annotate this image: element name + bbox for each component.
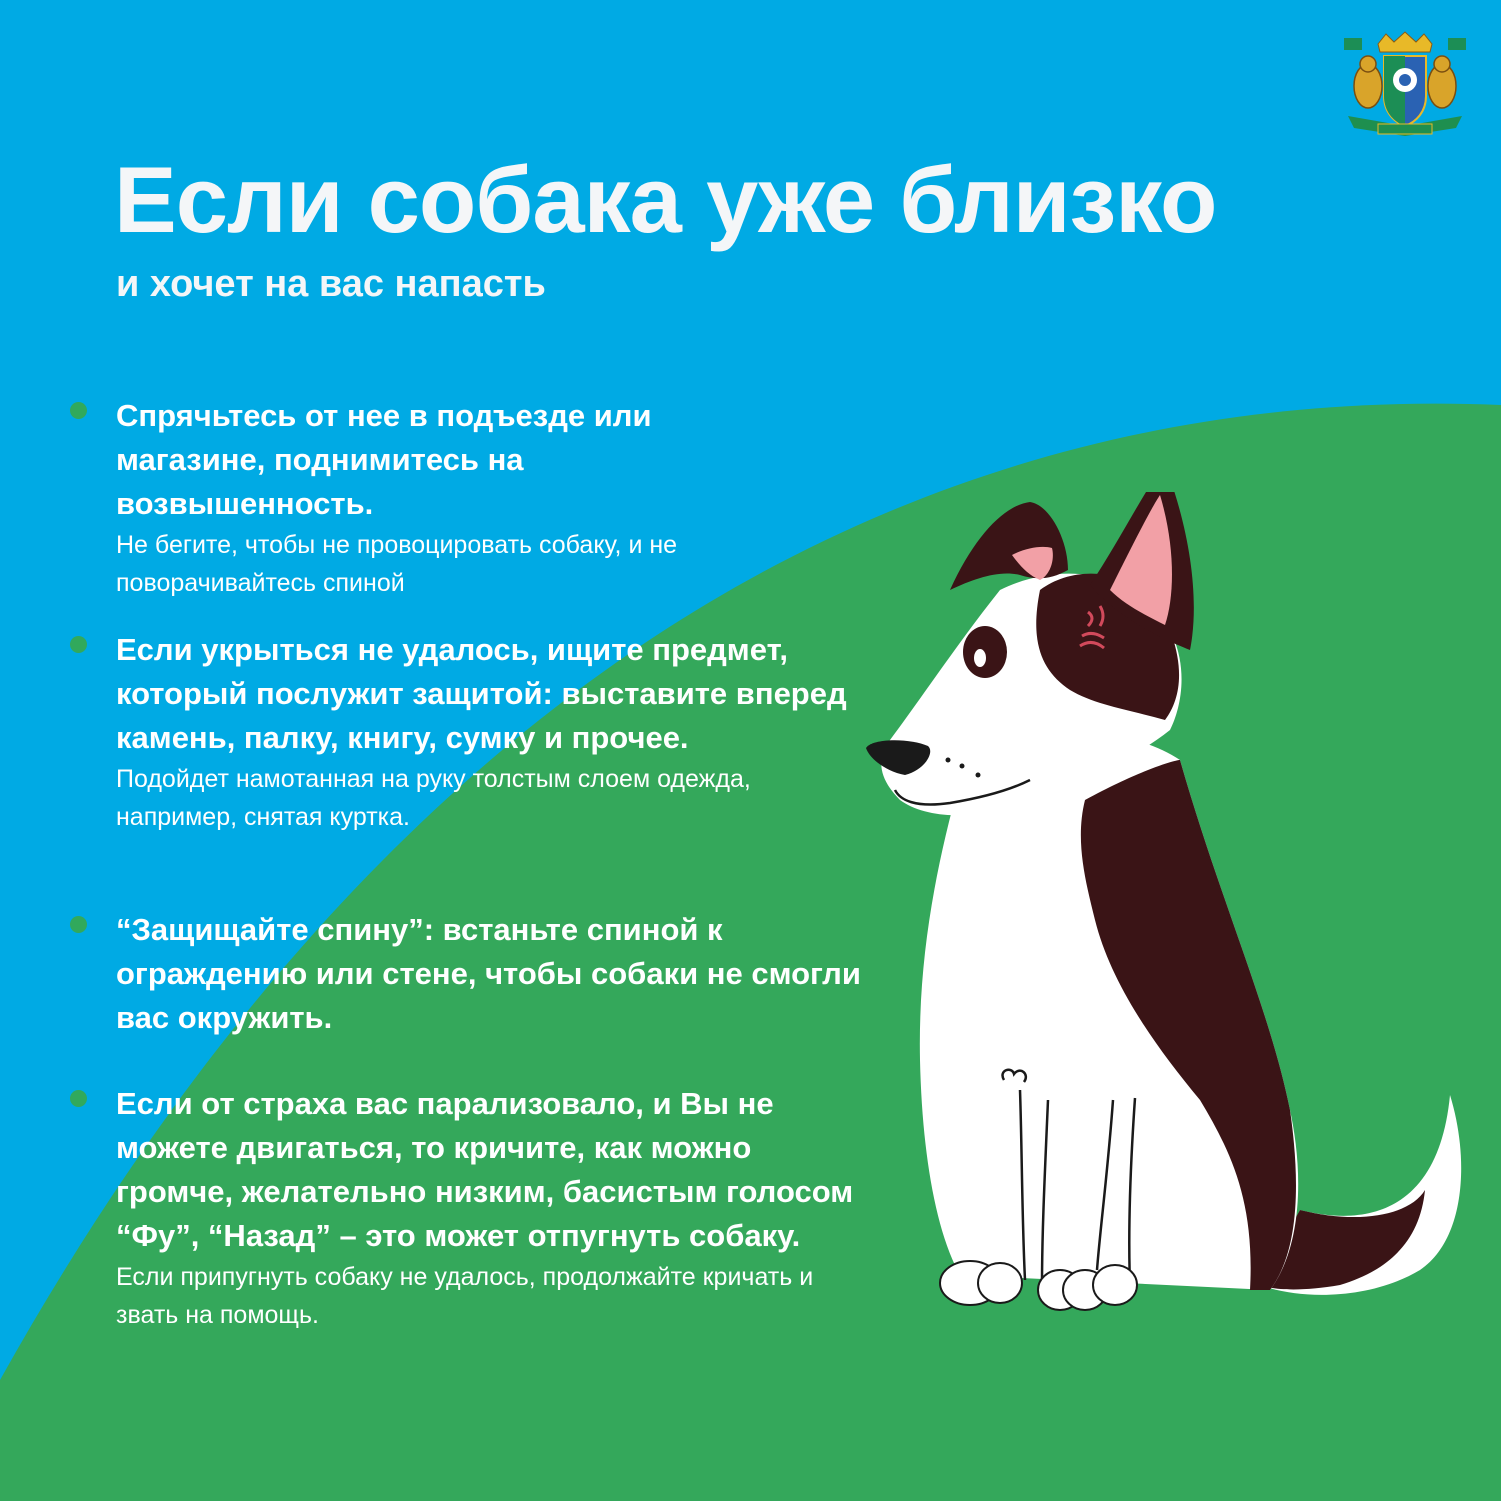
tip-main-text: Если от страха вас парализовало, и Вы не можете двигаться, то кричите, как можно громче, желательно низким, басистым голосом “Фу”, “Назад” – это может отпугнуть собаку. [116,1086,854,1253]
page-subtitle: и хочет на вас напасть [116,263,546,305]
tip-main-text: Если укрыться не удалось, ищите предмет, который послужит защитой: выставите вперед камень, палку, книгу, сумку и прочее. [116,632,847,755]
page-title: Если собака уже близко [114,147,1217,252]
tip-note-text: Подойдет намотанная на руку толстым слоем одежда, например, снятая куртка. [116,765,751,831]
tip-main-text: “Защищайте спину”: встаньте спиной к ограждению или стене, чтобы собаки не смогли вас окружить. [116,912,861,1035]
coat-of-arms-icon [1338,30,1472,142]
tip-note-text: Не бегите, чтобы не провоцировать собаку, и не поворачивайтесь спиной [116,531,678,597]
dog-illustration [855,492,1465,1322]
bullet-icon [70,636,87,653]
bullet-icon [70,402,87,419]
bullet-icon [70,916,87,933]
tip-main-text: Спрячьтесь от нее в подъезде или магазине, поднимитесь на возвышенность. [116,398,652,521]
list-item [116,628,876,836]
list-item [116,394,876,602]
list-item [116,1082,876,1334]
list-item [116,908,876,1040]
tip-note-text: Если припугнуть собаку не удалось, продолжайте кричать и звать на помощь. [116,1263,814,1329]
bullet-icon [70,1090,87,1107]
